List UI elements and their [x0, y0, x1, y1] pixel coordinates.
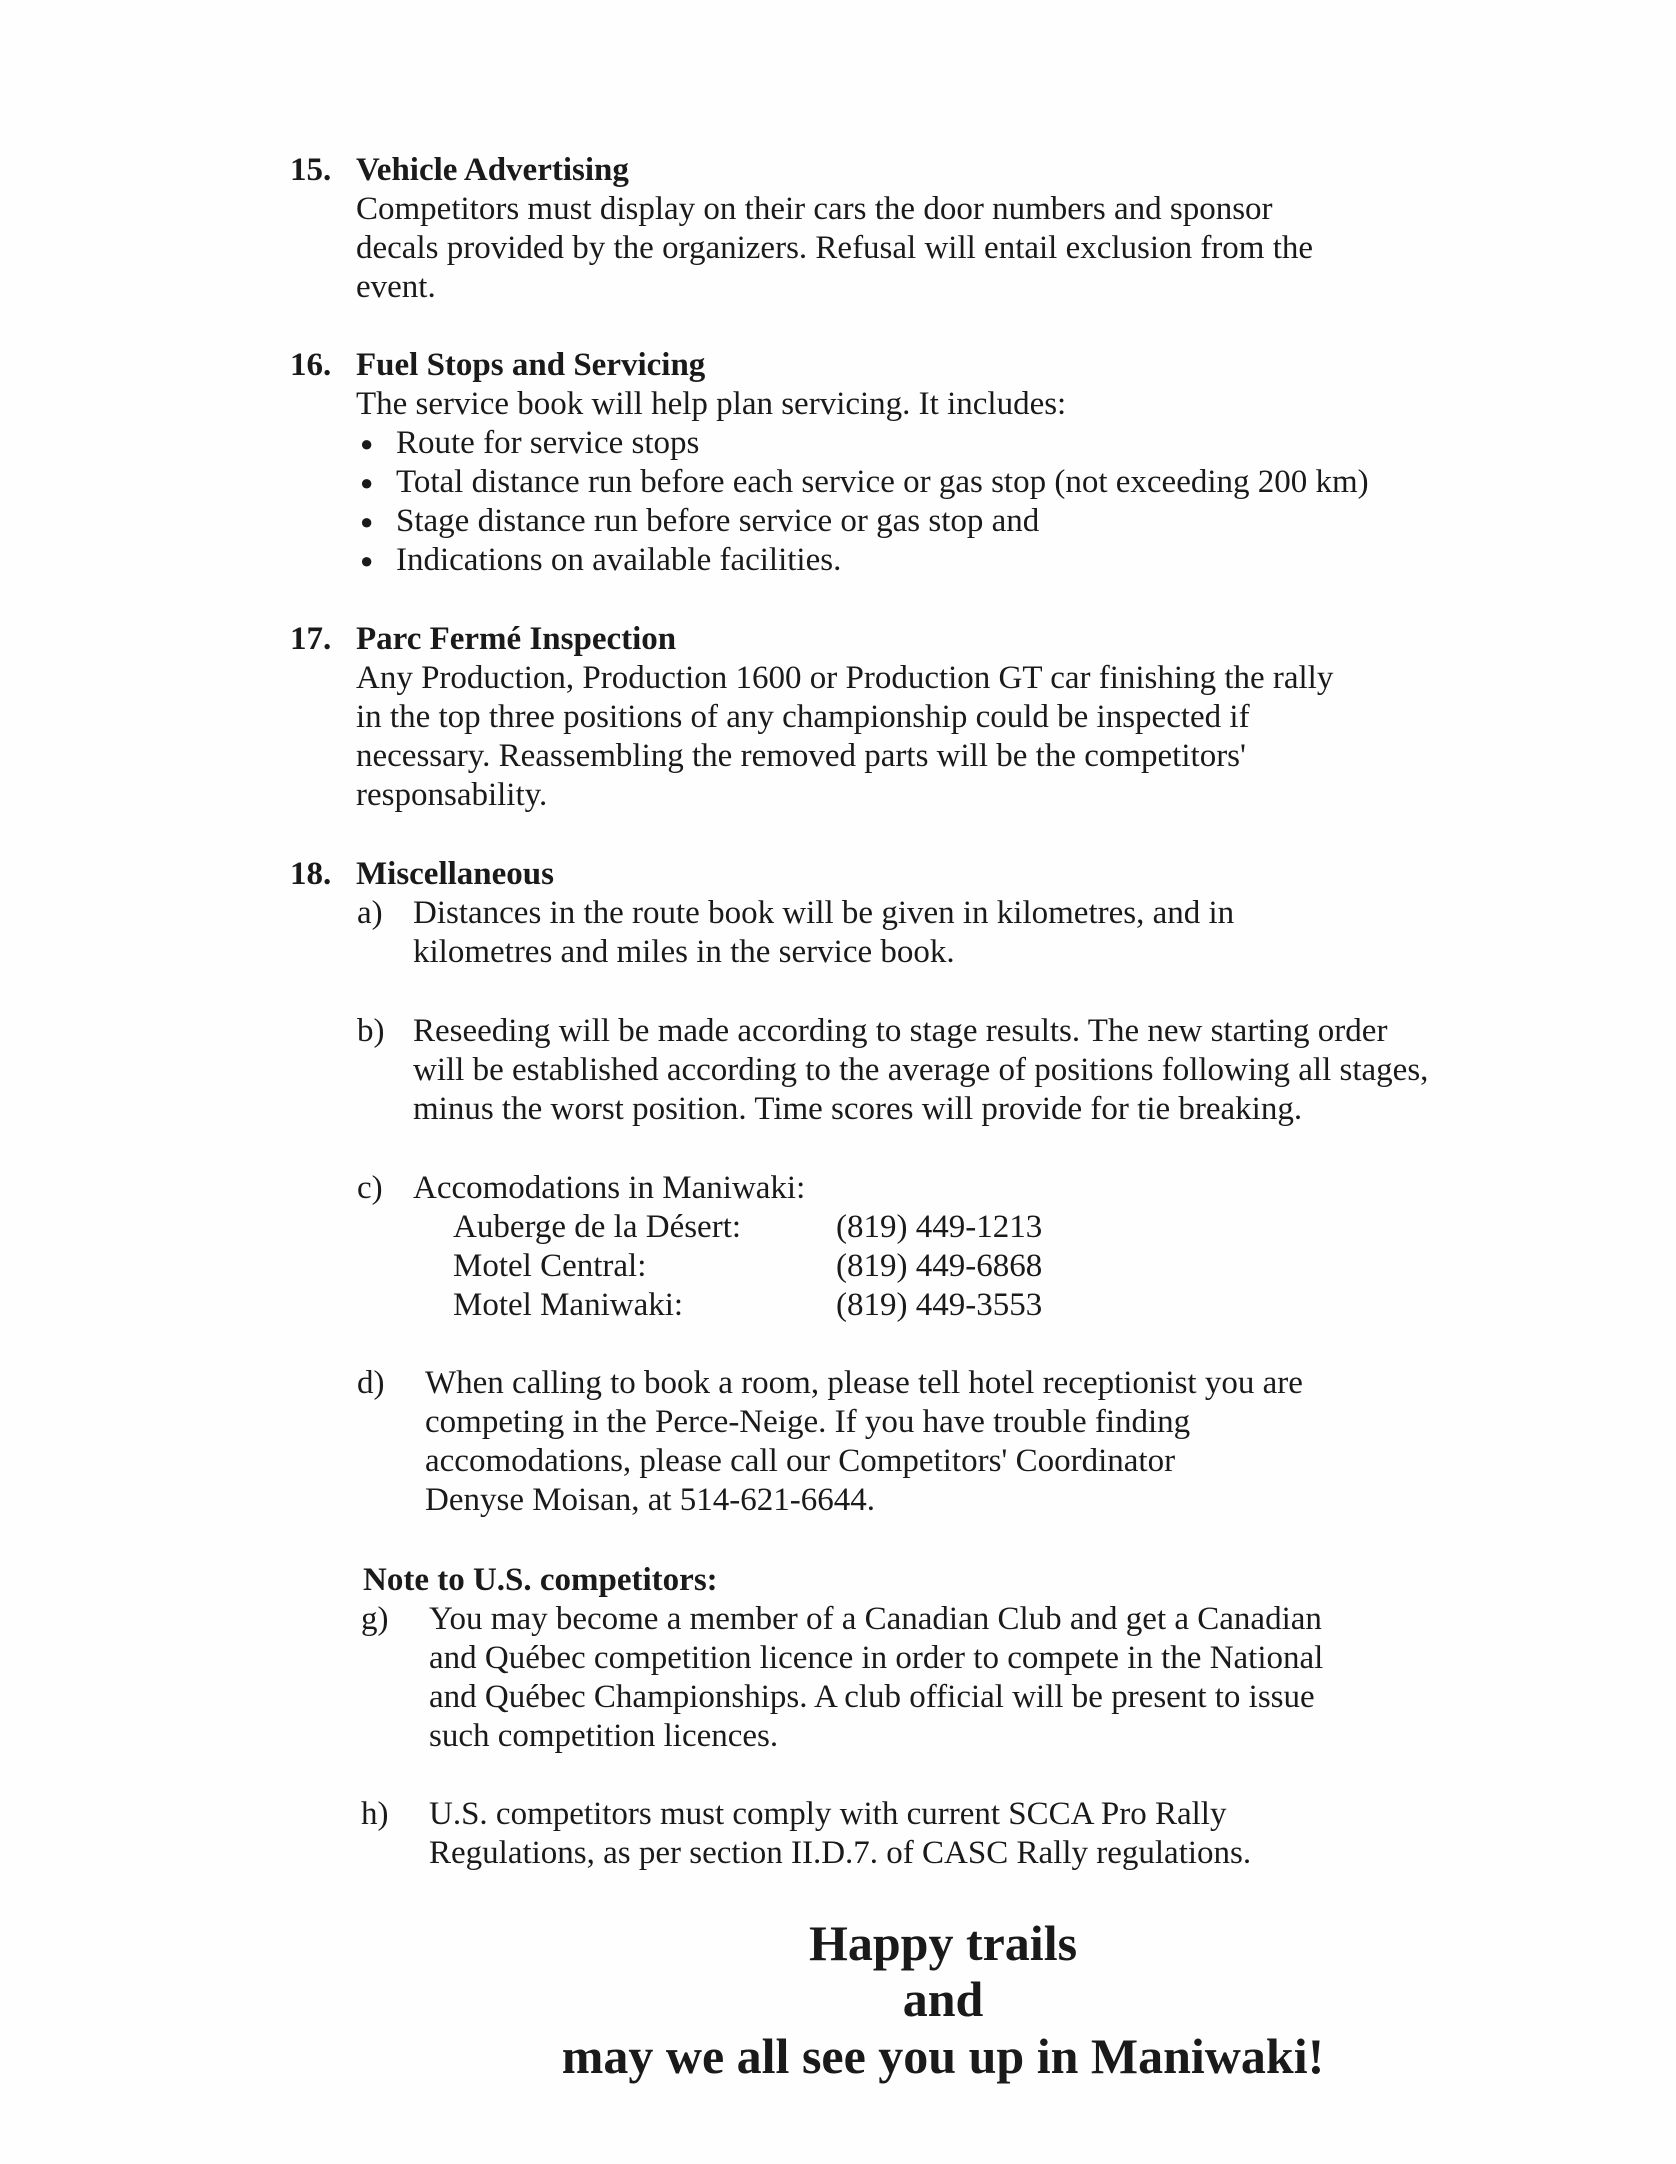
body-line: You may become a member of a Canadian Club and get a Canadian — [429, 1601, 1322, 1637]
bullet-list — [356, 424, 1590, 580]
bullet-icon: ● — [360, 509, 374, 534]
list-item-text: Stage distance run before service or gas stop and — [396, 503, 1040, 539]
body-line: Accomodations in Maniwaki: — [413, 1170, 806, 1206]
hotel-name: Motel Maniwaki: — [453, 1287, 684, 1323]
item-letter: c) — [357, 1170, 383, 1206]
section-title: Parc Fermé Inspection — [356, 621, 677, 657]
item-body — [425, 1364, 1303, 1520]
body-line: The service book will help plan servicing. It includes: — [356, 386, 1067, 422]
item-letter: a) — [357, 895, 383, 931]
closing-line-1: Happy trails — [808, 1915, 1078, 1971]
section-title: Fuel Stops and Servicing — [356, 347, 706, 383]
section-title: Vehicle Advertising — [356, 152, 629, 188]
item-letter: g) — [361, 1601, 389, 1637]
body-line: will be established according to the average of positions following all stages, — [413, 1052, 1429, 1088]
section-parc-ferme — [290, 620, 1590, 815]
item-letter: h) — [361, 1796, 389, 1832]
section-number: 15. — [290, 152, 332, 188]
body-line: accomodations, please call our Competitors' Coordinator — [425, 1443, 1176, 1479]
list-item-text: Route for service stops — [396, 425, 700, 461]
item-body — [429, 1795, 1251, 1873]
misc-item-a — [357, 894, 1657, 972]
body-line: responsability. — [356, 777, 548, 813]
body-line: and Québec competition licence in order to compete in the National — [429, 1640, 1324, 1676]
body-line: necessary. Reassembling the removed parts will be the competitors' — [356, 738, 1246, 774]
note-heading: Note to U.S. competitors: — [363, 1562, 718, 1598]
table-row — [453, 1208, 1042, 1247]
section-heading — [290, 151, 1590, 190]
body-line: and Québec Championships. A club official will be present to issue — [429, 1679, 1315, 1715]
table-row — [453, 1247, 1042, 1286]
body-line: Distances in the route book will be given in kilometres, and in — [413, 895, 1235, 931]
hotel-phone: (819) 449-6868 — [836, 1248, 1043, 1284]
item-letter: b) — [357, 1013, 385, 1049]
accommodations-table — [453, 1208, 1042, 1325]
hotel-phone: (819) 449-3553 — [836, 1287, 1043, 1323]
table-row — [453, 1286, 1042, 1325]
body-line: Any Production, Production 1600 or Production GT car finishing the rally — [356, 660, 1334, 696]
section-fuel-stops — [290, 346, 1590, 580]
body-line: Regulations, as per section II.D.7. of CASC Rally regulations. — [429, 1835, 1252, 1871]
hotel-name: Motel Central: — [453, 1248, 647, 1284]
body-line: in the top three positions of any championship could be inspected if — [356, 699, 1250, 735]
section-heading — [290, 855, 1590, 894]
list-item — [356, 541, 1590, 580]
body-line: competing in the Perce-Neige. If you have trouble finding — [425, 1404, 1191, 1440]
misc-item-b — [357, 1012, 1657, 1129]
misc-item-c — [357, 1169, 1657, 1325]
list-item — [356, 424, 1590, 463]
bullet-icon: ● — [360, 548, 374, 573]
section-body — [356, 385, 1590, 580]
body-line: kilometres and miles in the service book. — [413, 934, 955, 970]
hotel-name: Auberge de la Désert: — [453, 1209, 742, 1245]
section-vehicle-advertising — [290, 151, 1590, 307]
section-title: Miscellaneous — [356, 856, 554, 892]
body-line: such competition licences. — [429, 1718, 779, 1754]
misc-item-d — [357, 1364, 1657, 1520]
item-body — [429, 1600, 1323, 1756]
list-item-text: Indications on available facilities. — [396, 542, 842, 578]
closing-line-3: may we all see you up in Maniwaki! — [561, 2028, 1325, 2084]
section-heading — [290, 620, 1590, 659]
list-item-text: Total distance run before each service or gas stop (not exceeding 200 km) — [396, 464, 1369, 500]
body-line: Competitors must display on their cars the door numbers and sponsor — [356, 191, 1273, 227]
list-item — [356, 502, 1590, 541]
section-number: 17. — [290, 621, 332, 657]
item-body — [413, 1169, 1042, 1325]
body-line: U.S. competitors must comply with current SCCA Pro Rally — [429, 1796, 1227, 1832]
body-line: decals provided by the organizers. Refusal will entail exclusion from the — [356, 230, 1314, 266]
item-body — [413, 1012, 1428, 1129]
closing-line-2: and — [902, 1971, 984, 2027]
section-body — [356, 659, 1590, 815]
item-body — [413, 894, 1234, 972]
section-number: 16. — [290, 347, 332, 383]
note-item-g — [361, 1600, 1661, 1756]
body-line: minus the worst position. Time scores will provide for tie breaking. — [413, 1091, 1303, 1127]
section-miscellaneous — [290, 855, 1590, 894]
body-line: event. — [356, 269, 436, 305]
body-line: When calling to book a room, please tell hotel receptionist you are — [425, 1365, 1303, 1401]
item-letter: d) — [357, 1365, 385, 1401]
note-item-h — [361, 1795, 1661, 1873]
section-number: 18. — [290, 856, 332, 892]
section-body — [356, 190, 1590, 307]
hotel-phone: (819) 449-1213 — [836, 1209, 1043, 1245]
body-line: Denyse Moisan, at 514-621-6644. — [425, 1482, 876, 1518]
body-line: Reseeding will be made according to stage results. The new starting order — [413, 1013, 1388, 1049]
bullet-icon: ● — [360, 431, 374, 456]
list-item — [356, 463, 1590, 502]
bullet-icon: ● — [360, 470, 374, 495]
section-heading — [290, 346, 1590, 385]
